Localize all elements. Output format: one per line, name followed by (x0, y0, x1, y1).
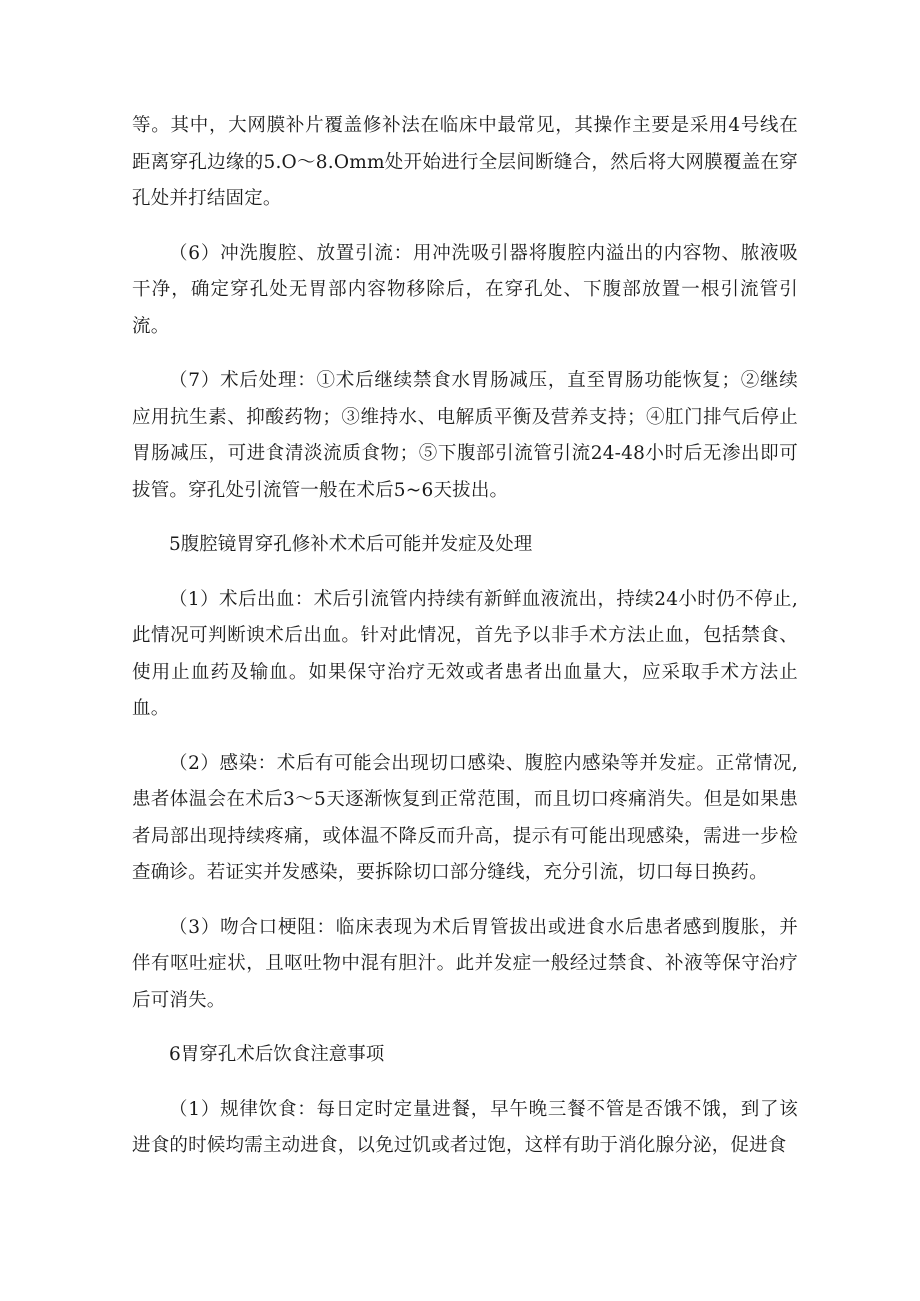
section-heading-diet-notes: 6胃穿孔术后饮食注意事项 (169, 1044, 385, 1065)
paragraph-diet-regular-meals: （1）规律饮食：每日定时定量进餐，早午晚三餐不管是否饿不饿，到了该进食的时候均需主动进食，以免过饥或者过饱，这样有助于消化腺分泌，促进食 (132, 1098, 798, 1156)
section-heading-complications: 5腹腔镜胃穿孔修补术术后可能并发症及处理 (169, 534, 533, 555)
paragraph-complication-anastomotic-obstruction: （3）吻合口梗阻：临床表现为术后胃管拔出或进食水后患者感到腹胀，并伴有呕吐症状，且呕吐物中混有胆汁。此并发症一般经过禁食、补液等保守治疗后可消失。 (132, 916, 798, 1011)
paragraph-step-7-postoperative-care: （7）术后处理：①术后继续禁食水胃肠减压，直至胃肠功能恢复；②继续应用抗生素、抑酸药物；③维持水、电解质平衡及营养支持；④肛门排气后停止胃肠减压，可进食清淡流质食物；⑤下腹部引流管引流24-48小时后无渗出即可拔管。穿孔处引流管一般在术后5~6天拔出。 (132, 370, 798, 501)
paragraph-complication-bleeding: （1）术后出血：术后引流管内持续有新鲜血液流出，持续24小时仍不停止,此情况可判断谀术后出血。针对此情况，首先予以非手术方法止血，包括禁食、使用止血药及输血。如果保守治疗无效或者患者出血量大，应采取手术方法止血。 (132, 588, 798, 719)
paragraph-complication-infection: （2）感染：术后有可能会出现切口感染、腹腔内感染等并发症。正常情况,患者体温会在术后3～5天逐渐恢复到正常范围，而且切口疼痛消失。但是如果患者局部出现持续疼痛，或体温不降反而升高，提示有可能出现感染，需进一步检查确诊。若证实并发感染，要拆除切口部分缝线，充分引流，切口每日换药。 (132, 752, 798, 883)
paragraph-step-6-irrigation-drainage: （6）冲洗腹腔、放置引流：用冲洗吸引器将腹腔内溢出的内容物、脓液吸干净，确定穿孔处无胃部内容物移除后，在穿孔处、下腹部放置一根引流管引流。 (132, 242, 798, 337)
paragraph-omentum-repair: 等。其中，大网膜补片覆盖修补法在临床中最常见，其操作主要是采用4号线在距离穿孔边缘的5.O～8.Omm处开始进行全层间断缝合，然后将大网膜覆盖在穿孔处并打结固定。 (132, 115, 798, 209)
document-body (132, 108, 798, 1165)
